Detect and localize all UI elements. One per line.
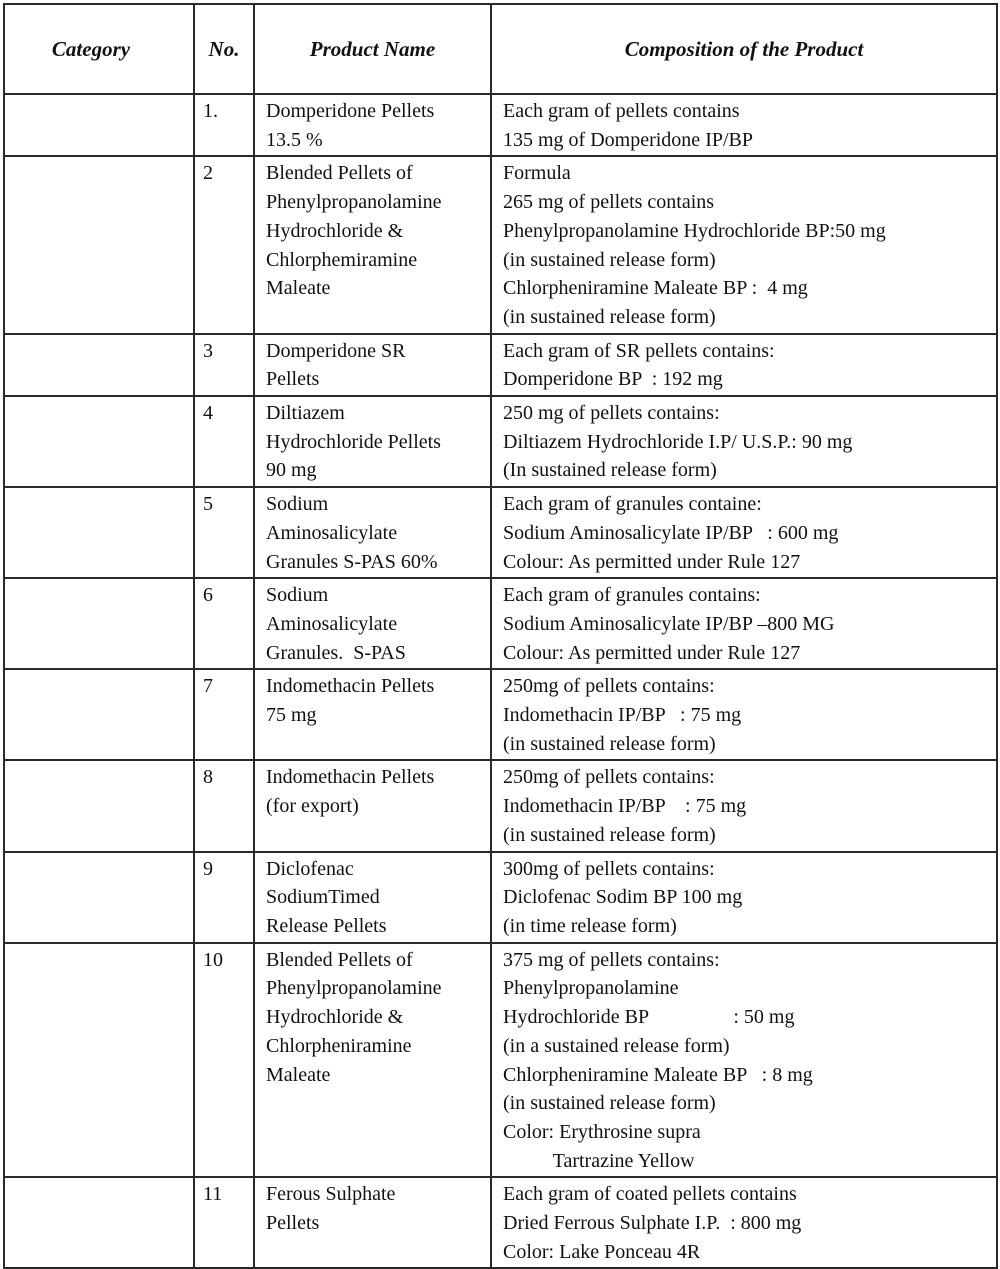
product-name-line: 75 mg xyxy=(266,704,317,727)
composition-line: 375 mg of pellets contains: xyxy=(503,948,720,971)
cell-no: 2 xyxy=(194,156,254,333)
cell-product-name xyxy=(254,943,491,1178)
composition-line: 265 mg of pellets contains xyxy=(503,191,715,214)
composition-line: Chlorpheniramine Maleate BP : 4 mg xyxy=(503,277,808,300)
cell-no: 6 xyxy=(194,578,254,669)
table-row xyxy=(4,578,997,669)
product-name-line: Domperidone SR xyxy=(266,339,406,362)
composition-line: Each gram of pellets contains xyxy=(503,100,740,122)
product-name-line: Phenylpropanolamine xyxy=(266,191,442,214)
product-name-line: Pellets xyxy=(266,1212,320,1235)
product-name-line: Granules. S-PAS xyxy=(266,641,406,664)
composition-line: Diltiazem Hydrochloride I.P/ U.S.P.: 90 mg xyxy=(503,430,853,453)
product-name-line: Blended Pellets of xyxy=(266,162,413,185)
composition-line: 135 mg of Domperidone IP/BP xyxy=(503,128,753,151)
cell-category xyxy=(4,943,194,1178)
product-name-line: Ferous Sulphate xyxy=(266,1183,396,1206)
product-composition-table xyxy=(3,3,998,1269)
table-row xyxy=(4,487,997,578)
composition-line: Phenylpropanolamine xyxy=(503,977,679,1000)
cell-composition xyxy=(491,487,997,578)
composition-line: Color: Lake Ponceau 4R xyxy=(503,1240,701,1263)
composition-line: Chlorpheniramine Maleate BP : 8 mg xyxy=(503,1063,813,1086)
composition-line: Sodium Aminosalicylate IP/BP –800 MG xyxy=(503,612,835,635)
cell-category xyxy=(4,760,194,851)
cell-category xyxy=(4,396,194,487)
cell-product-name xyxy=(254,94,491,156)
product-name-line: SodiumTimed xyxy=(266,886,380,909)
composition-line: Colour: As permitted under Rule 127 xyxy=(503,550,801,573)
cell-no: 7 xyxy=(194,669,254,760)
cell-no: 4 xyxy=(194,396,254,487)
cell-composition xyxy=(491,156,997,333)
composition-line: 250mg of pellets contains: xyxy=(503,675,715,698)
cell-category xyxy=(4,156,194,333)
cell-composition xyxy=(491,760,997,851)
product-name-line: Domperidone Pellets xyxy=(266,100,435,122)
composition-line: 300mg of pellets contains: xyxy=(503,857,715,880)
composition-line: Sodium Aminosalicylate IP/BP : 600 mg xyxy=(503,521,839,544)
product-name-line: Chlorphemiramine xyxy=(266,248,418,271)
cell-no: 3 xyxy=(194,334,254,396)
cell-category xyxy=(4,487,194,578)
cell-composition xyxy=(491,1177,997,1268)
composition-line: Phenylpropanolamine Hydrochloride BP:50 mg xyxy=(503,219,886,242)
composition-line: 250 mg of pellets contains: xyxy=(503,402,720,425)
composition-line: Each gram of SR pellets contains: xyxy=(503,339,775,362)
composition-line: (in sustained release form) xyxy=(503,248,716,271)
cell-category xyxy=(4,669,194,760)
composition-line: Dried Ferrous Sulphate I.P. : 800 mg xyxy=(503,1212,802,1235)
product-name-line: 13.5 % xyxy=(266,128,323,151)
cell-product-name xyxy=(254,156,491,333)
cell-category xyxy=(4,578,194,669)
product-name-line: Aminosalicylate xyxy=(266,612,398,635)
cell-composition xyxy=(491,852,997,943)
composition-line: Colour: As permitted under Rule 127 xyxy=(503,641,801,664)
product-name-line: Granules S-PAS 60% xyxy=(266,550,438,573)
table-row xyxy=(4,334,997,396)
cell-composition xyxy=(491,396,997,487)
cell-product-name xyxy=(254,1177,491,1268)
cell-category xyxy=(4,334,194,396)
composition-line: Indomethacin IP/BP : 75 mg xyxy=(503,795,747,818)
cell-no: 8 xyxy=(194,760,254,851)
table-row xyxy=(4,94,997,156)
product-name-line: (for export) xyxy=(266,795,359,818)
table-row xyxy=(4,669,997,760)
cell-product-name xyxy=(254,334,491,396)
cell-category xyxy=(4,1177,194,1268)
composition-line: Tartrazine Yellow xyxy=(503,1149,695,1172)
product-name-line: Release Pellets xyxy=(266,914,387,937)
composition-line: Domperidone BP : 192 mg xyxy=(503,368,723,391)
header-product-name: Product Name xyxy=(254,4,491,94)
cell-no: 10 xyxy=(194,943,254,1178)
cell-product-name xyxy=(254,760,491,851)
cell-no: 1. xyxy=(194,94,254,156)
composition-line: Formula xyxy=(503,162,571,185)
cell-composition xyxy=(491,94,997,156)
product-name-line: Maleate xyxy=(266,277,331,300)
table-row xyxy=(4,1177,997,1268)
cell-product-name xyxy=(254,487,491,578)
product-name-line: Blended Pellets of xyxy=(266,948,413,971)
composition-line: 250mg of pellets contains: xyxy=(503,766,715,789)
composition-line: Indomethacin IP/BP : 75 mg xyxy=(503,704,742,727)
cell-composition xyxy=(491,943,997,1178)
cell-composition xyxy=(491,669,997,760)
composition-line: Each gram of coated pellets contains xyxy=(503,1183,797,1206)
composition-line: (In sustained release form) xyxy=(503,459,717,482)
product-name-line: Diclofenac xyxy=(266,857,354,880)
cell-category xyxy=(4,94,194,156)
product-name-line: Chlorpheniramine xyxy=(266,1034,412,1057)
cell-composition xyxy=(491,334,997,396)
product-name-line: Maleate xyxy=(266,1063,331,1086)
composition-line: Hydrochloride BP : 50 mg xyxy=(503,1006,795,1029)
composition-line: (in a sustained release form) xyxy=(503,1034,730,1057)
cell-no: 11 xyxy=(194,1177,254,1268)
cell-composition xyxy=(491,578,997,669)
table-row xyxy=(4,943,997,1178)
cell-product-name xyxy=(254,852,491,943)
cell-no: 5 xyxy=(194,487,254,578)
composition-line: Each gram of granules containe: xyxy=(503,493,762,516)
header-row xyxy=(4,4,997,94)
composition-line: Diclofenac Sodim BP 100 mg xyxy=(503,886,743,909)
header-no: No. xyxy=(194,4,254,94)
composition-line: Color: Erythrosine supra xyxy=(503,1120,701,1143)
composition-line: (in sustained release form) xyxy=(503,823,716,846)
cell-product-name xyxy=(254,669,491,760)
product-name-line: Sodium xyxy=(266,493,329,516)
product-name-line: Pellets xyxy=(266,368,320,391)
product-name-line: Phenylpropanolamine xyxy=(266,977,442,1000)
cell-category xyxy=(4,852,194,943)
header-category: Category xyxy=(4,4,194,94)
composition-line: (in time release form) xyxy=(503,914,677,937)
product-name-line: Sodium xyxy=(266,584,329,607)
table-row xyxy=(4,156,997,333)
cell-product-name xyxy=(254,396,491,487)
table-row xyxy=(4,396,997,487)
product-name-line: Hydrochloride & xyxy=(266,1006,404,1029)
product-name-line: Aminosalicylate xyxy=(266,521,398,544)
product-name-line: Diltiazem xyxy=(266,402,345,425)
product-name-line: Hydrochloride Pellets xyxy=(266,430,441,453)
cell-product-name xyxy=(254,578,491,669)
cell-no: 9 xyxy=(194,852,254,943)
table-row xyxy=(4,760,997,851)
header-composition: Composition of the Product xyxy=(491,4,997,94)
table-body xyxy=(4,94,997,1268)
table-row xyxy=(4,852,997,943)
composition-line: (in sustained release form) xyxy=(503,305,716,328)
product-name-line: Indomethacin Pellets xyxy=(266,675,435,698)
composition-line: Each gram of granules contains: xyxy=(503,584,761,607)
product-name-line: 90 mg xyxy=(266,459,317,482)
product-name-line: Indomethacin Pellets xyxy=(266,766,435,789)
product-name-line: Hydrochloride & xyxy=(266,219,404,242)
composition-line: (in sustained release form) xyxy=(503,732,716,755)
composition-line: (in sustained release form) xyxy=(503,1092,716,1115)
